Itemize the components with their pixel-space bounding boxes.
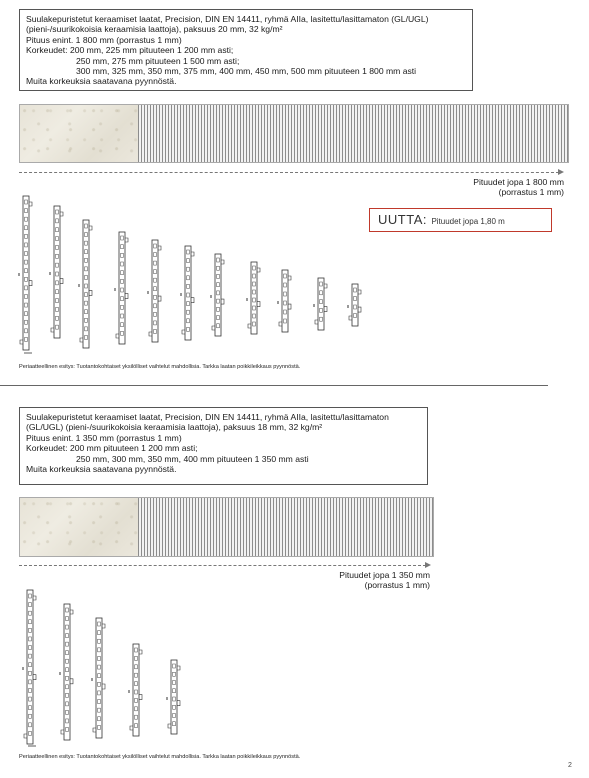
footnote-1: Periaatteellinen esitys: Tuotantokohtaiset yksilölliset vaihtelut mahdollisia. Tarkka laatan poikkileikkaus pyynnöstä. [19,364,301,370]
spec-line: Suulakepuristetut keraamiset laatat, Precision, DIN EN 14411, ryhmä AIIa, lasitettu/lasittamaton (GL/UGL) [26,14,429,24]
footnote-2: Periaatteellinen esitys: Tuotantokohtaiset yksilölliset vaihtelut mahdollisia. Tarkka laatan poikkileikkaus pyynnöstä. [19,754,301,760]
spec-line: 300 mm, 325 mm, 350 mm, 375 mm, 400 mm, 450 mm, 500 mm pituuteen 1 800 mm asti [76,66,417,77]
spec-line: 250 mm, 300 mm, 350 mm, 400 mm pituuteen 1 350 mm asti [76,453,309,464]
spec-line: Pituus enint. 1 800 mm (porrastus 1 mm) [26,34,182,45]
spec-line: Muita korkeuksia saatavana pyynnöstä. [26,464,177,475]
spec-line: Muita korkeuksia saatavana pyynnöstä. [26,76,177,87]
spec-line: (pieni-/suurikokoisia keraamisia laattoja), paksuus 20 mm, 32 kg/m² [26,24,283,35]
page-number: 2 [568,762,572,769]
new-badge-label: UUTTA: [378,212,427,227]
tile-profile [22,590,36,744]
length-max-text: Pituudet jopa 1 350 mm [339,570,430,580]
tile-profile [91,618,105,738]
new-badge-text: Pituudet jopa 1,80 m [431,217,505,226]
length-max-text: Pituudet jopa 1 800 mm [473,177,564,187]
length-step-text: (porrastus 1 mm) [498,187,564,197]
tile-profile [166,660,180,734]
tile-profile [128,644,142,736]
spec-line: Pituus enint. 1 350 mm (porrastus 1 mm) [26,432,182,443]
spec-line: Korkeudet: 200 mm pituuteen 1 200 mm asti; [26,443,198,454]
spec-line: Suulakepuristetut keraamiset laatat, Precision, DIN EN 14411, ryhmä AIIa, lasitettu/lasittamaton [26,412,389,422]
tile-profile [59,604,73,740]
length-step-text: (porrastus 1 mm) [364,580,430,590]
spec-line: (GL/UGL) (pieni-/suurikokoisia keraamisia laattoja), paksuus 18 mm, 32 kg/m² [26,422,323,433]
spec-line: 250 mm, 275 mm pituuteen 1 500 mm asti; [76,55,240,66]
spec-line: Korkeudet: 200 mm, 225 mm pituuteen 1 200 mm asti; [26,45,234,56]
